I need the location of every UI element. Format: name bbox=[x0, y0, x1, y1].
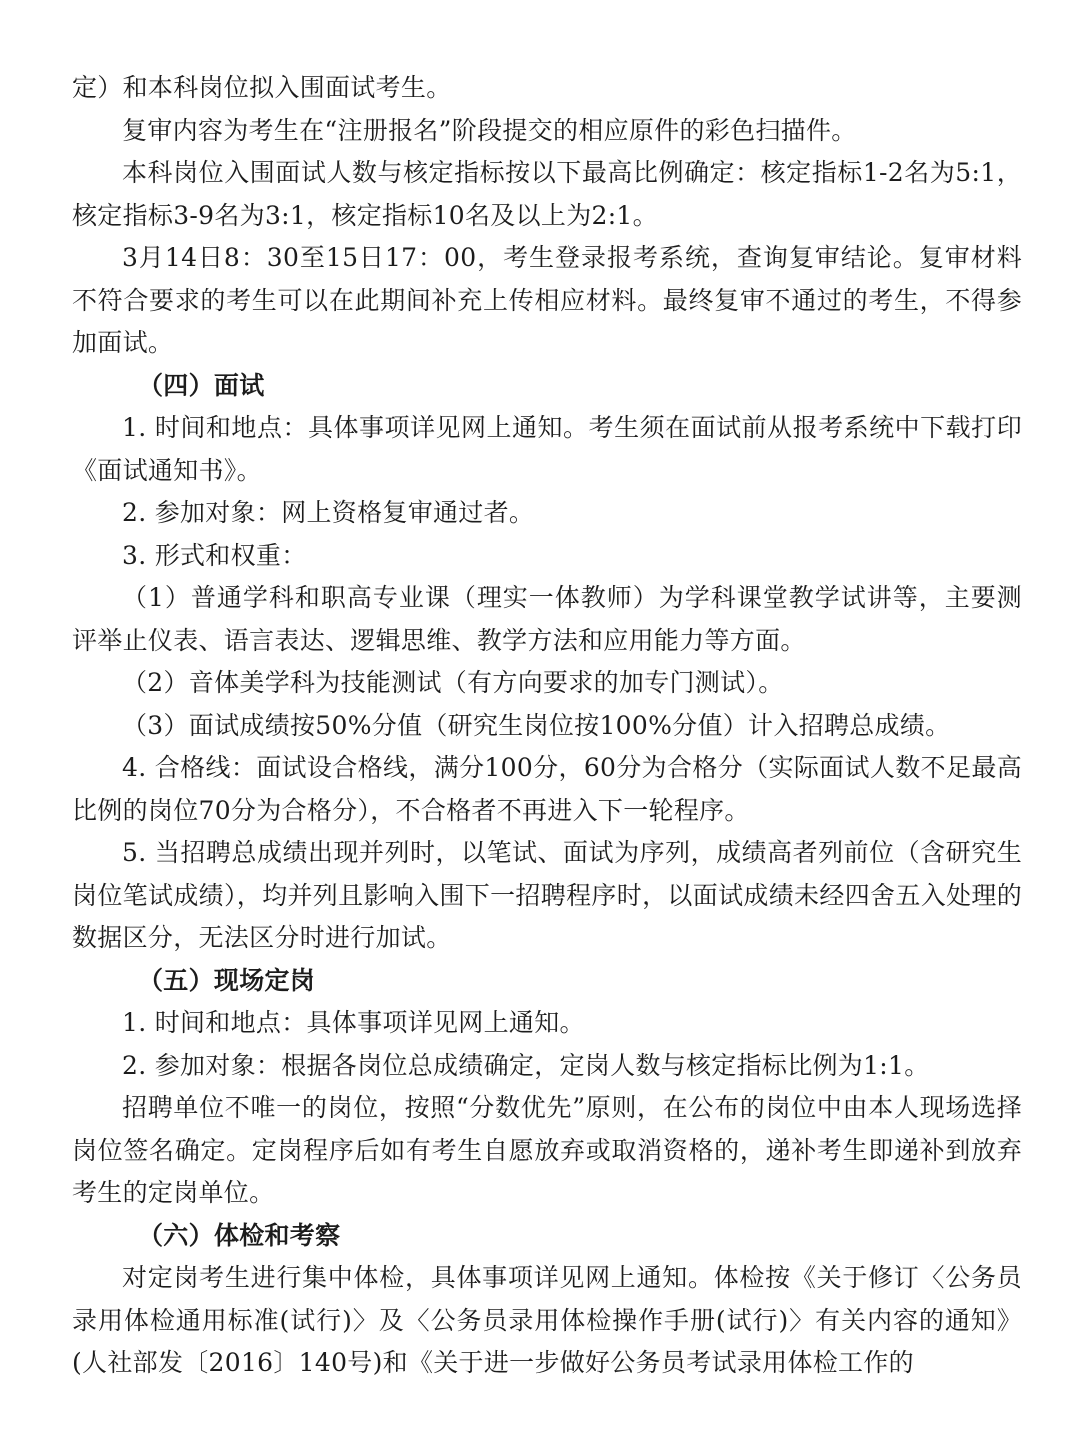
paragraph-placement-time: 1. 时间和地点：具体事项详见网上通知。 bbox=[122, 1008, 585, 1037]
paragraph-tie-rule: 5. 当招聘总成绩出现并列时，以笔试、面试为序列，成绩高者列前位（含研究生岗位笔试成绩），均并列且影响入围下一招聘程序时，以面试成绩未经四舍五入处理的数据区分，无法区分时进行加试。 bbox=[72, 838, 1022, 952]
document-body bbox=[72, 67, 1022, 1385]
section-heading-interview: （四）面试 bbox=[138, 370, 265, 400]
paragraph-pass-line: 4. 合格线：面试设合格线，满分100分，60分为合格分（实际面试人数不足最高比例的岗位70分为合格分），不合格者不再进入下一轮程序。 bbox=[72, 753, 1022, 825]
paragraph-continuation: 定）和本科岗位拟入围面试考生。 bbox=[72, 73, 452, 102]
paragraph-interview-participants: 2. 参加对象：网上资格复审通过者。 bbox=[122, 498, 535, 527]
paragraph-placement-participants: 2. 参加对象：根据各岗位总成绩确定，定岗人数与核定指标比例为1:1。 bbox=[122, 1050, 930, 1080]
paragraph-review-result: 3月14日8：30至15日17：00，考生登录报考系统，查询复审结论。复审材料不符合要求的考生可以在此期间补充上传相应材料。最终复审不通过的考生，不得参加面试。 bbox=[72, 243, 1022, 357]
document-page bbox=[72, 0, 1022, 1385]
paragraph-review-content: 复审内容为考生在“注册报名”阶段提交的相应原件的彩色扫描件。 bbox=[122, 115, 857, 145]
paragraph-form-item-2: （2）音体美学科为技能测试（有方向要求的加专门测试）。 bbox=[122, 668, 784, 697]
section-heading-placement: （五）现场定岗 bbox=[138, 965, 316, 995]
paragraph-interview-time: 1. 时间和地点：具体事项详见网上通知。考生须在面试前从报考系统中下载打印《面试通知书》。 bbox=[72, 413, 1022, 485]
section-heading-medical: （六）体检和考察 bbox=[138, 1220, 341, 1250]
paragraph-medical-exam: 对定岗考生进行集中体检，具体事项详见网上通知。体检按《关于修订〈公务员录用体检通用标准(试行)〉及〈公务员录用体检操作手册(试行)〉有关内容的通知》(人社部发〔2016〕140号)和《关于进一步做好公务员考试录用体检工作的 bbox=[72, 1263, 1022, 1377]
paragraph-interview-form: 3. 形式和权重： bbox=[122, 540, 307, 570]
paragraph-form-item-3: （3）面试成绩按50%分值（研究生岗位按100%分值）计入招聘总成绩。 bbox=[122, 710, 951, 740]
paragraph-form-item-1: （1）普通学科和职高专业课（理实一体教师）为学科课堂教学试讲等，主要测评举止仪表、语言表达、逻辑思维、教学方法和应用能力等方面。 bbox=[72, 583, 1022, 655]
paragraph-placement-rule: 招聘单位不唯一的岗位，按照“分数优先”原则，在公布的岗位中由本人现场选择岗位签名确定。定岗程序后如有考生自愿放弃或取消资格的，递补考生即递补到放弃考生的定岗单位。 bbox=[72, 1093, 1022, 1207]
paragraph-ratio: 本科岗位入围面试人数与核定指标按以下最高比例确定：核定指标1-2名为5:1，核定指标3-9名为3:1，核定指标10名及以上为2:1。 bbox=[72, 158, 1022, 230]
